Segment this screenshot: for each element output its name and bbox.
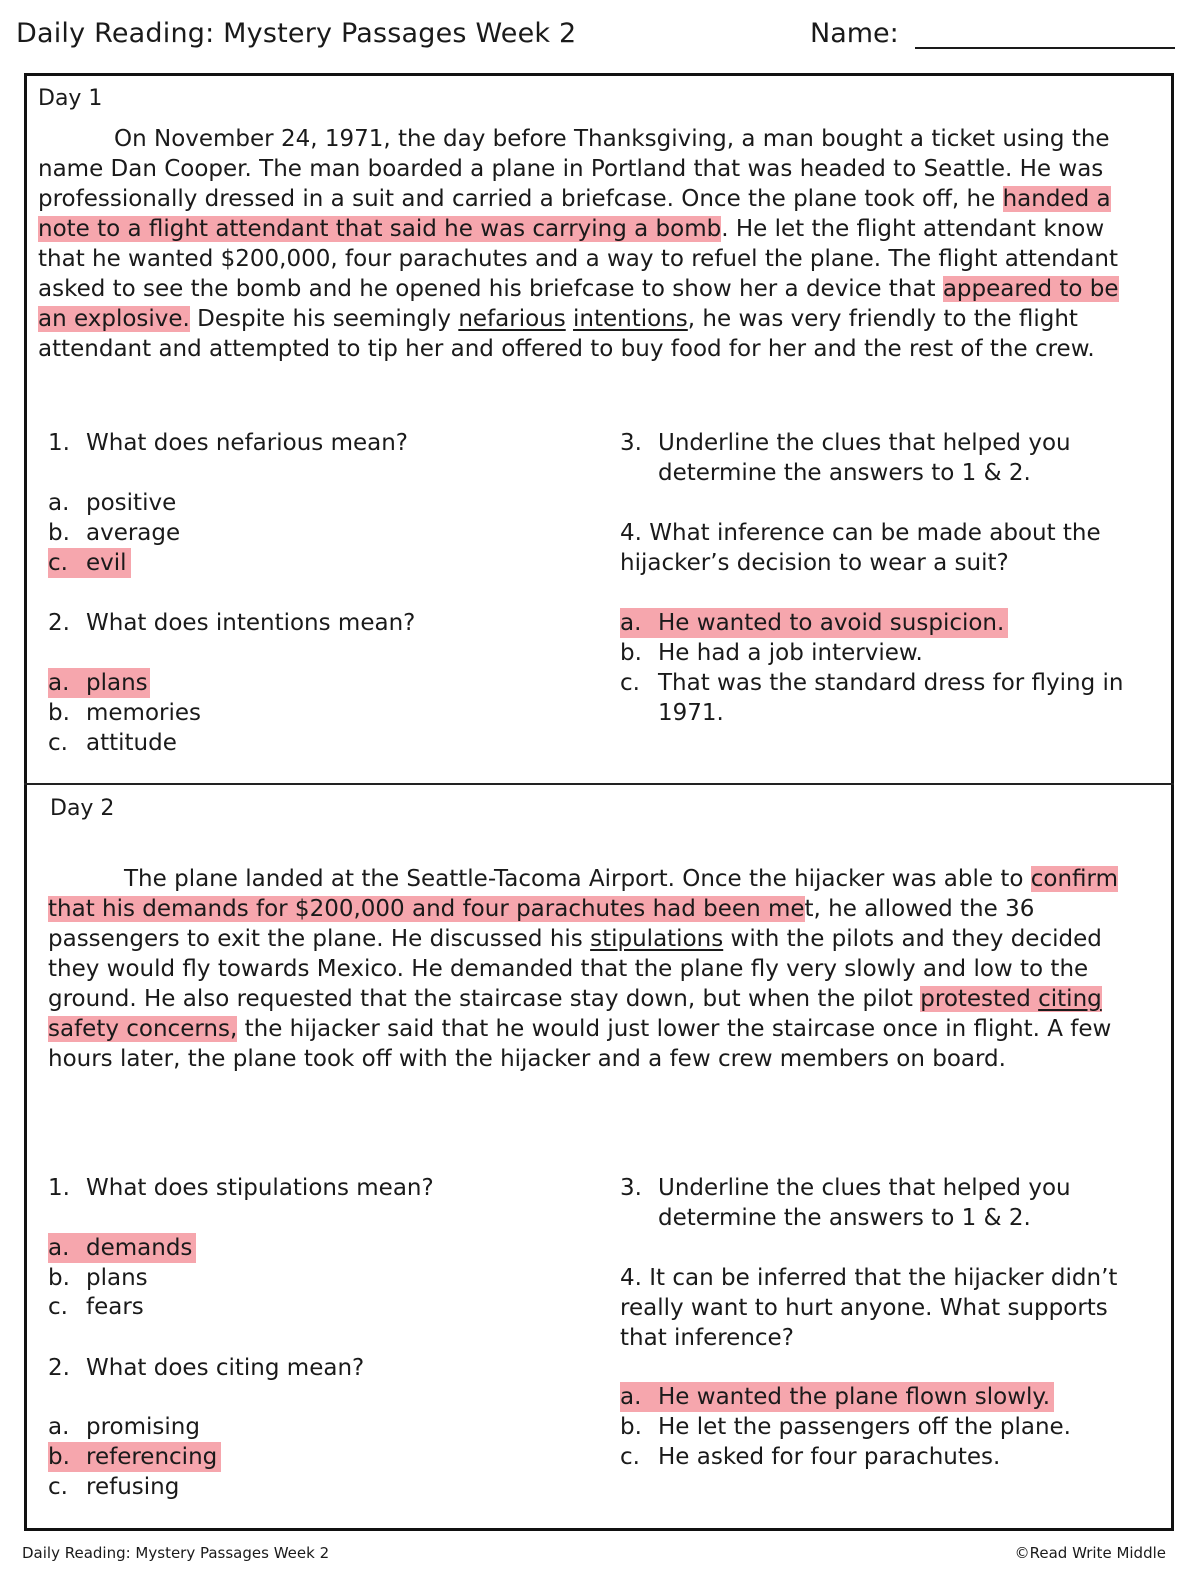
option-text: demands (86, 1235, 193, 1261)
option-text: That was the standard dress for flying in 1971. (658, 670, 1124, 726)
day2-label: Day 2 (50, 796, 115, 821)
day2-q1-option-a-selected[interactable] (48, 1233, 196, 1263)
day1-q2-option-b[interactable] (48, 698, 201, 728)
day2-question-3 (620, 1173, 1140, 1233)
day1-q2-option-a-selected[interactable] (48, 668, 150, 698)
highlighted-clue: appeared to be an explosive. (38, 276, 1119, 332)
option-text: positive (86, 490, 177, 516)
day1-q4-option-a-selected[interactable] (620, 608, 1008, 638)
passage-text: Despite his seemingly (189, 306, 459, 332)
day2-q2-option-c[interactable] (48, 1472, 179, 1502)
day1-passage (38, 124, 1146, 364)
option-letter: a. (620, 1384, 642, 1410)
option-letter: b. (620, 1414, 642, 1440)
name-blank-line[interactable] (915, 47, 1175, 49)
day1-question-4: 4. What inference can be made about the hijacker’s decision to wear a suit? (620, 520, 1101, 576)
option-text: He let the passengers off the plane. (658, 1414, 1071, 1440)
highlighted-clue: safety concerns, (48, 1016, 238, 1042)
day1-q1-option-b[interactable] (48, 518, 180, 548)
question-text: What does stipulations mean? (86, 1175, 434, 1201)
day1-q4-option-c[interactable] (620, 668, 1140, 728)
day2-q4-option-a-selected[interactable] (620, 1382, 1054, 1412)
day2-q1-option-c[interactable] (48, 1292, 144, 1322)
day1-label: Day 1 (38, 86, 103, 111)
question-text: What does intentions mean? (86, 610, 416, 636)
passage-text: the hijacker said that he would just lower the staircase once in flight. A few hours later, the plane took off with the hijacker and a few crew members on board. (48, 1016, 1112, 1072)
option-letter: b. (620, 640, 642, 666)
vocab-word-citing: citing (1038, 986, 1102, 1012)
option-letter: a. (48, 490, 70, 516)
question-text: Underline the clues that helped you determine the answers to 1 & 2. (658, 430, 1071, 486)
passage-text (566, 306, 573, 332)
day-divider (24, 783, 1174, 785)
day2-q4-option-b[interactable] (620, 1412, 1071, 1442)
vocab-word-intentions: intentions (573, 306, 688, 332)
day2-q1-option-b[interactable] (48, 1263, 148, 1293)
option-text: plans (86, 670, 148, 696)
question-number: 3. (620, 430, 642, 456)
highlighted-clue: handed a note to a flight attendant that said he was carrying a bomb (38, 186, 1111, 242)
option-text: attitude (86, 730, 177, 756)
footer-title: Daily Reading: Mystery Passages Week 2 (22, 1544, 330, 1562)
passage-text: t, he allowed the 36 passengers to exit the plane. He discussed his (48, 896, 1035, 952)
day2-q4-option-c[interactable] (620, 1442, 1000, 1472)
vocab-word-nefarious: nefarious (458, 306, 566, 332)
footer-copyright: ©Read Write Middle (1014, 1544, 1166, 1562)
day2-q2-option-b-selected[interactable] (48, 1442, 221, 1472)
day2-q2-option-a[interactable] (48, 1412, 200, 1442)
day1-q1-option-a[interactable] (48, 488, 176, 518)
option-letter: c. (48, 1474, 68, 1500)
option-letter: b. (48, 520, 70, 546)
day2-question-1 (48, 1173, 434, 1203)
option-letter: a. (48, 1414, 70, 1440)
option-letter: c. (620, 670, 640, 696)
question-number: 1. (48, 430, 70, 456)
day1-question-1 (48, 428, 408, 458)
passage-text: On November 24, 1971, the day before Thanksgiving, a man bought a ticket using the name Dan Cooper. The man boarded a plane in Portland that was headed to Seattle. He was professionally dressed in a suit and carried a briefcase. Once the plane took off, he (38, 126, 1110, 212)
option-letter: c. (48, 550, 68, 576)
passage-text: . He let the flight attendant know that he wanted $200,000, four parachutes and a way to refuel the plane. The flight attendant asked to see the bomb and he opened his briefcase to show her a device that (38, 216, 1118, 302)
day1-question-2 (48, 608, 415, 638)
worksheet-title: Daily Reading: Mystery Passages Week 2 (16, 18, 577, 49)
option-text: He had a job interview. (658, 640, 923, 666)
day1-q2-option-c[interactable] (48, 728, 177, 758)
option-text: promising (86, 1414, 200, 1440)
option-text: He wanted to avoid suspicion. (658, 610, 1005, 636)
day2-question-2 (48, 1353, 364, 1383)
option-text: referencing (86, 1444, 218, 1470)
question-number: 3. (620, 1175, 642, 1201)
option-letter: c. (48, 730, 68, 756)
option-letter: b. (48, 1444, 70, 1470)
passage-text: with the pilots and they decided they would fly towards Mexico. He demanded that the plane fly very slowly and low to the ground. He also requested that the staircase stay down, but when the pilot (48, 926, 1102, 1012)
option-text: fears (86, 1294, 144, 1320)
option-text: plans (86, 1265, 148, 1291)
option-letter: b. (48, 1265, 70, 1291)
question-text: What does nefarious mean? (86, 430, 408, 456)
option-text: average (86, 520, 181, 546)
day1-question-3 (620, 428, 1140, 488)
option-letter: a. (48, 670, 70, 696)
highlighted-clue: protested (920, 986, 1039, 1012)
day1-q4-option-b[interactable] (620, 638, 923, 668)
question-number: 1. (48, 1175, 70, 1201)
option-text: evil (86, 550, 127, 576)
passage-text: The plane landed at the Seattle-Tacoma Airport. Once the hijacker was able to (124, 866, 1031, 892)
option-text: He wanted the plane flown slowly. (658, 1384, 1051, 1410)
highlighted-clue: confirm that his demands for $200,000 and four parachutes had been me (48, 866, 1118, 922)
day2-question-4: 4. It can be inferred that the hijacker didn’t really want to hurt anyone. What supports that inference? (620, 1265, 1118, 1351)
question-number: 2. (48, 1355, 70, 1381)
question-number: 2. (48, 610, 70, 636)
option-letter: a. (48, 1235, 70, 1261)
option-text: memories (86, 700, 202, 726)
day1-q1-option-c-selected[interactable] (48, 548, 131, 578)
question-text: What does citing mean? (86, 1355, 365, 1381)
option-letter: c. (620, 1444, 640, 1470)
option-text: He asked for four parachutes. (658, 1444, 1001, 1470)
question-text: Underline the clues that helped you determine the answers to 1 & 2. (658, 1175, 1071, 1231)
option-letter: c. (48, 1294, 68, 1320)
day2-passage (48, 864, 1146, 1074)
option-text: refusing (86, 1474, 180, 1500)
vocab-word-stipulations: stipulations (590, 926, 724, 952)
option-letter: a. (620, 610, 642, 636)
option-letter: b. (48, 700, 70, 726)
name-label: Name: (810, 18, 899, 49)
passage-text: , he was very friendly to the flight attendant and attempted to tip her and offered to buy food for her and the rest of the crew. (38, 306, 1095, 362)
